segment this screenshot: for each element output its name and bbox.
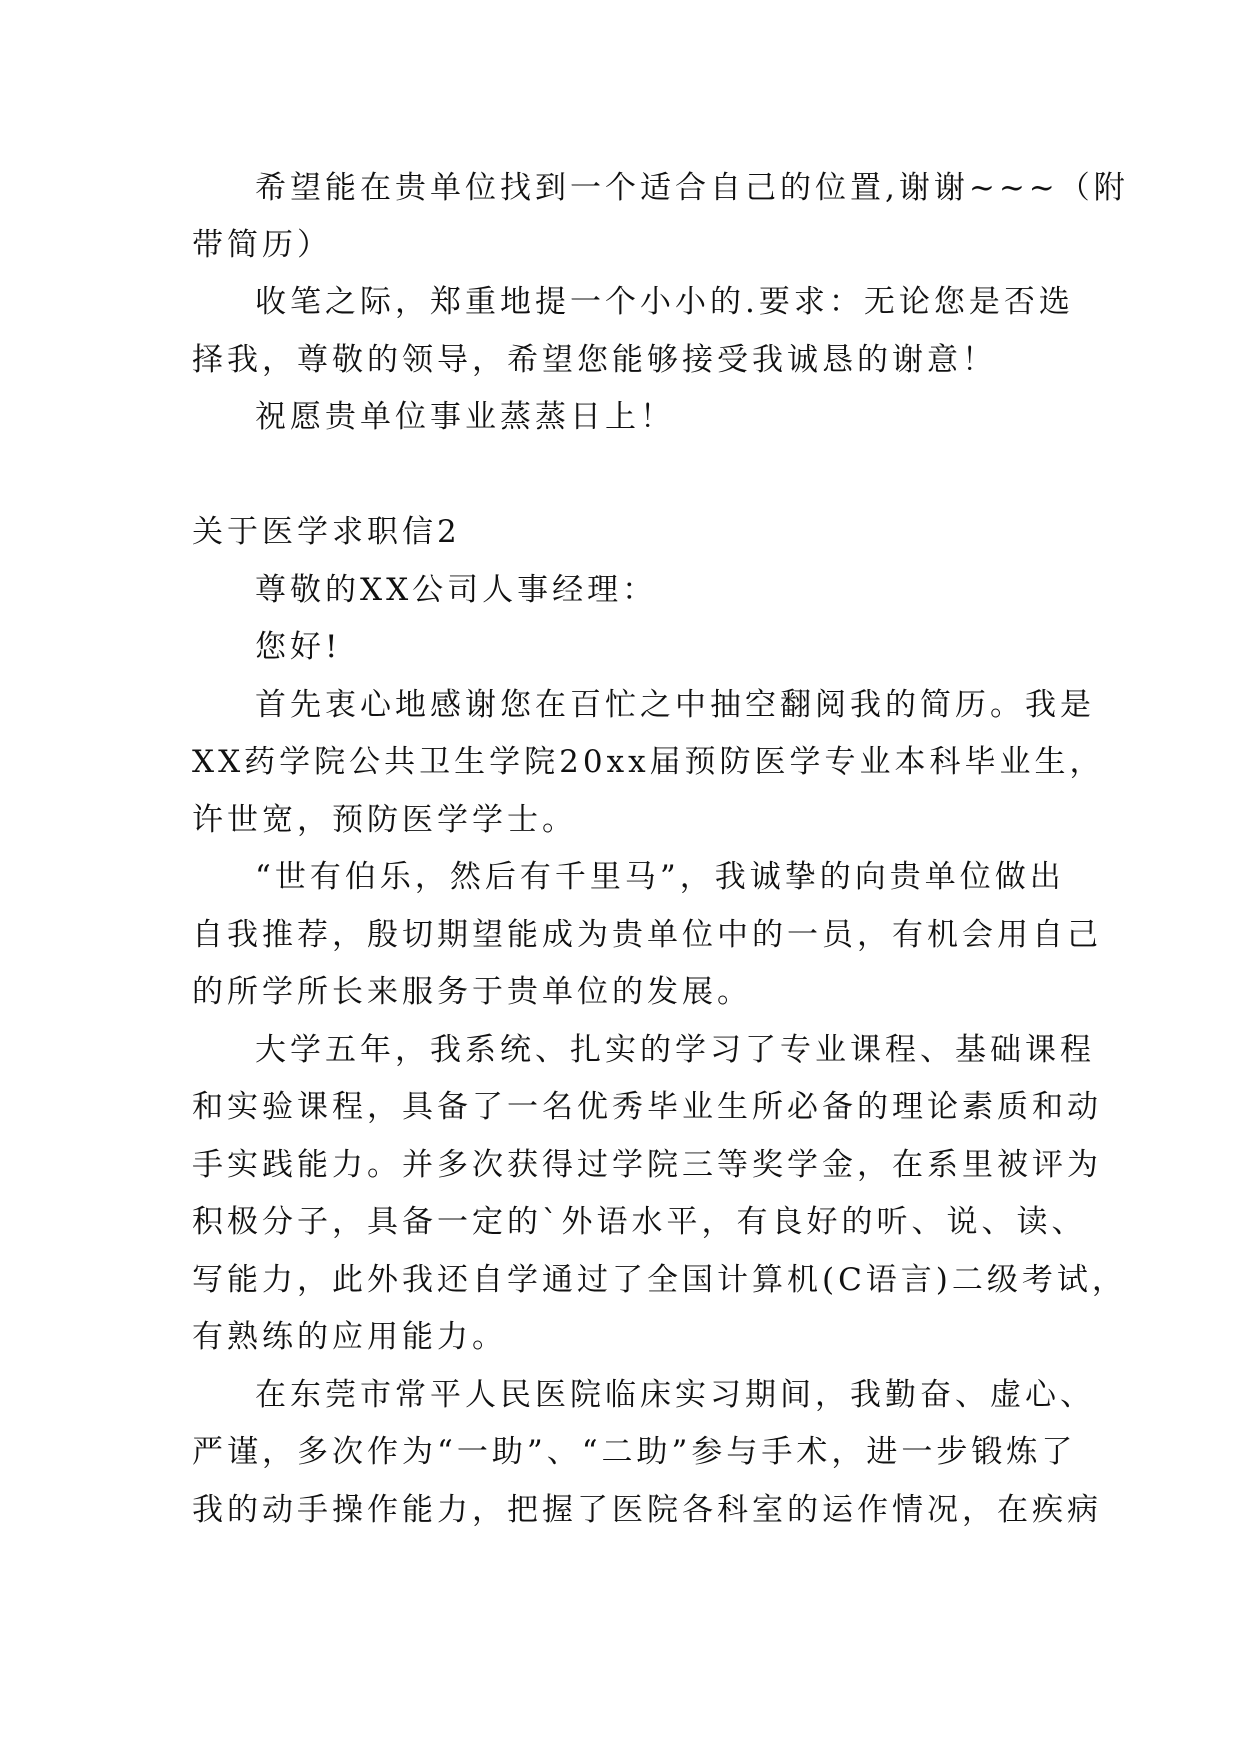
paragraph-line: 带简历） [192,227,332,263]
paragraph-line: 择我，尊敬的领导，希望您能够接受我诚恳的谢意！ [192,342,997,378]
section-heading: 关于医学求职信2 [192,514,461,550]
paragraph-line: 大学五年，我系统、扎实的学习了专业课程、基础课程 [255,1032,1095,1068]
paragraph-line: 在东莞市常平人民医院临床实习期间，我勤奋、虚心、 [255,1377,1095,1413]
salutation: 尊敬的XX公司人事经理： [255,572,658,608]
paragraph-line: 收笔之际，郑重地提一个小小的.要求：无论您是否选 [255,284,1074,320]
paragraph-line: 手实践能力。并多次获得过学院三等奖学金，在系里被评为 [192,1147,1102,1183]
paragraph-line: 希望能在贵单位找到一个适合自己的位置,谢谢~~~（附 [255,170,1129,206]
paragraph-line: 许世宽，预防医学学士。 [192,802,577,838]
paragraph-line: 严谨，多次作为“一助”、“二助”参与手术，进一步锻炼了 [192,1434,1077,1470]
paragraph-line: 首先衷心地感谢您在百忙之中抽空翻阅我的简历。我是 [255,687,1095,723]
paragraph-line: 的所学所长来服务于贵单位的发展。 [192,974,752,1010]
paragraph-line: 祝愿贵单位事业蒸蒸日上！ [255,399,675,435]
paragraph-line: 有熟练的应用能力。 [192,1319,507,1355]
paragraph-line: XX药学院公共卫生学院20xx届预防医学专业本科毕业生， [192,744,1105,780]
paragraph-line: “世有伯乐，然后有千里马”，我诚挚的向贵单位做出 [255,859,1065,895]
paragraph-line: 自我推荐，殷切期望能成为贵单位中的一员，有机会用自己 [192,917,1102,953]
greeting: 您好! [255,629,342,665]
paragraph-line: 我的动手操作能力，把握了医院各科室的运作情况，在疾病 [192,1492,1102,1528]
paragraph-line: 和实验课程，具备了一名优秀毕业生所必备的理论素质和动 [192,1089,1102,1125]
paragraph-line: 积极分子，具备一定的`外语水平，有良好的听、说、读、 [192,1204,1087,1240]
paragraph-line: 写能力，此外我还自学通过了全国计算机(C语言)二级考试， [192,1262,1127,1298]
